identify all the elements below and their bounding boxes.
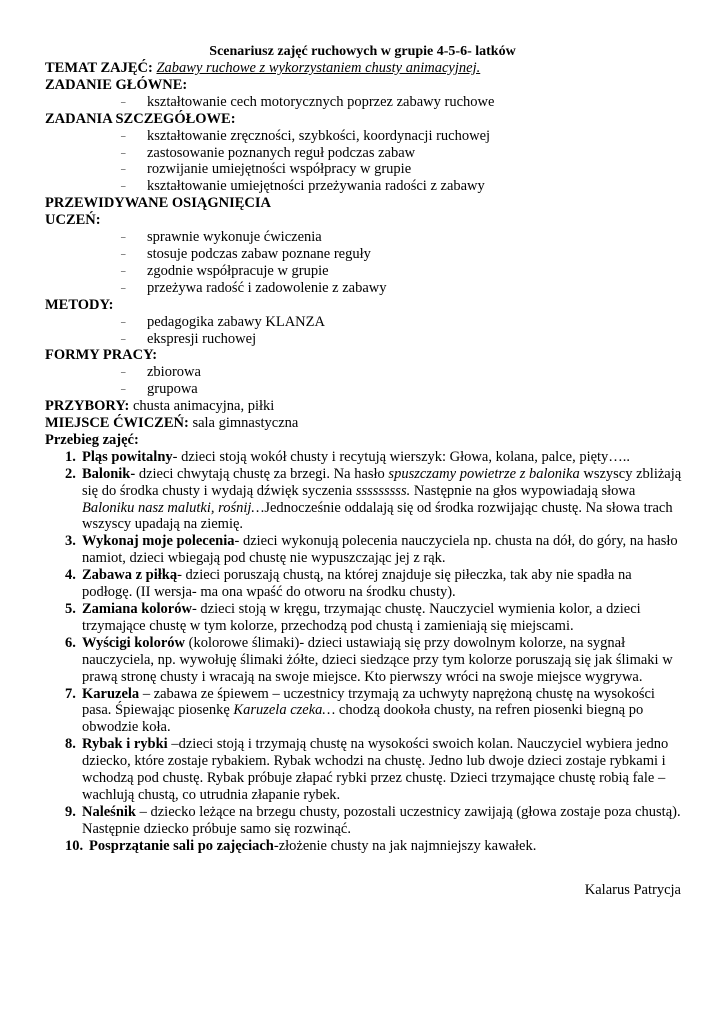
przybory-value: chusta animacyjna, piłki	[129, 398, 275, 415]
step-title: Zabawa z piłką	[82, 567, 178, 584]
list-item: – kształtowanie umiejętności przeżywania radości z zabawy	[45, 178, 685, 195]
miejsce-value: sala gimnastyczna	[188, 415, 299, 432]
step-text-italic: Baloniku nasz malutki, rośnij…	[82, 499, 265, 516]
przybory-label: PRZYBORY:	[45, 398, 130, 415]
uczen-heading: UCZEŃ:	[45, 212, 101, 229]
metody-heading: METODY:	[45, 296, 114, 313]
list-item: – zgodnie współpracuje w grupie	[45, 263, 685, 280]
step-text: chodzą dookoła chusty, na refren piosenki biegną po obwodzie koła.	[82, 702, 644, 736]
step-text: - dzieci stoją w kręgu, trzymając chustę. Nauczyciel wymienia kolor, a dzieci trzymające chustę w tym kolorze, przechodzą pod chustą i zamieniają się miejscami.	[82, 601, 641, 634]
step-title: Wykonaj moje polecenia	[82, 533, 235, 550]
list-item	[45, 686, 685, 737]
zadanie-glowne-heading: ZADANIE GŁÓWNE:	[45, 76, 188, 93]
list-item: – rozwijanie umiejętności współpracy w grupie	[45, 161, 685, 178]
step-text: - dzieci stoją wokół chusty i recytują wierszyk: Głowa, kolana, palce, pięty…..	[172, 448, 631, 465]
miejsce-line	[45, 415, 685, 432]
list-item: – kształtowanie cech motorycznych poprzez zabawy ruchowe	[45, 94, 685, 111]
zadania-szczegolowe-heading: ZADANIA SZCZEGÓŁOWE:	[45, 110, 236, 127]
miejsce-label: MIEJSCE ĆWICZEŃ:	[45, 415, 189, 432]
osiagniecia-heading: PRZEWIDYWANE OSIĄGNIĘCIA	[45, 195, 271, 212]
przebieg-heading: Przebieg zajęć:	[45, 431, 139, 448]
zadanie-glowne-list	[45, 94, 685, 111]
document-title: Scenariusz zajęć ruchowych w grupie 4-5-6- latków	[209, 44, 516, 59]
document-body	[45, 60, 685, 855]
step-number: 7.	[65, 685, 76, 702]
step-title: Naleśnik	[82, 803, 136, 820]
step-text: (kolorowe ślimaki)- dzieci ustawiają się przy dowolnym kolorze, na sygnał nauczyciela, np. wywołuję ślimaki żółte, dzieci siedzące przy tym kolorze poruszają się jak ślimaki w prawą stronę chusty i wracają na swoje miejsce. Kto pierwszy wróci na swoje miejsce wygrywa.	[82, 634, 673, 685]
step-number: 2.	[65, 465, 76, 482]
step-text-italic: Karuzela czeka…	[233, 702, 336, 719]
step-title: Zamiana kolorów	[82, 601, 192, 617]
formy-heading: FORMY PRACY:	[45, 347, 158, 364]
step-title: Rybak i rybki	[82, 736, 168, 753]
step-text: Następnie na głos wypowiadają słowa	[410, 482, 636, 499]
step-title: Wyścigi kolorów	[82, 634, 185, 651]
step-title: Posprzątanie sali po zajęciach	[89, 837, 274, 854]
step-number: 9.	[65, 803, 76, 820]
przybory-line	[45, 398, 685, 415]
step-text: – dziecko leżące na brzegu chusty, pozostali uczestnicy zawijają (głowa zostaje poza chustą). Następnie dziecko próbuje samo się rozwinąć.	[82, 803, 681, 837]
temat-line	[45, 60, 685, 77]
temat-value: Zabawy ruchowe z wykorzystaniem chusty animacyjnej.	[156, 60, 481, 76]
step-text-italic: sssssssss.	[355, 482, 411, 499]
list-item: – pedagogika zabawy KLANZA	[45, 314, 685, 331]
formy-list	[45, 364, 685, 398]
list-item: – kształtowanie zręczności, szybkości, koordynacji ruchowej	[45, 128, 685, 145]
list-item: – grupowa	[45, 381, 685, 398]
list-item: – stosuje podczas zabaw poznane reguły	[45, 246, 685, 263]
temat-label: TEMAT ZAJĘĆ:	[45, 60, 153, 76]
steps-list	[45, 449, 685, 855]
step-number: 3.	[65, 533, 76, 550]
list-item	[45, 736, 685, 804]
step-number: 8.	[65, 736, 76, 753]
list-item	[45, 533, 685, 567]
step-title: Karuzela	[82, 685, 140, 702]
list-item: – sprawnie wykonuje ćwiczenia	[45, 229, 685, 246]
step-text: Jednocześnie oddalają się od środka rozwijając chustę. Na słowa trach wszyscy upadają na ziemię.	[82, 499, 673, 533]
zadania-szczegolowe-list	[45, 128, 685, 196]
step-text: -złożenie chusty na jak najmniejszy kawałek.	[273, 837, 537, 854]
metody-list	[45, 314, 685, 348]
step-title: Pląs powitalny	[82, 448, 173, 465]
step-number: 1.	[65, 448, 76, 465]
step-title: Balonik-	[82, 465, 136, 482]
list-item: – przeżywa radość i zadowolenie z zabawy	[45, 280, 685, 297]
list-item	[45, 567, 685, 601]
step-number: 5.	[65, 601, 76, 617]
step-number: 10.	[65, 837, 84, 854]
list-item: – ekspresji ruchowej	[45, 331, 685, 348]
list-item: – zastosowanie poznanych reguł podczas zabaw	[45, 145, 685, 162]
step-text: - dzieci poruszają chustą, na której znajduje się piłeczka, tak aby nie spadła na podłogę. (II wersja- ma ona wpaść do otworu na środku chusty).	[82, 567, 632, 601]
list-item	[45, 466, 685, 534]
step-text: - dzieci wykonują polecenia nauczyciela np. chusta na dół, do góry, na hasło namiot, dzieci wbiegają pod chustę nie wypuszczając jej z rąk.	[82, 533, 678, 567]
step-text: dzieci chwytają chustę za brzegi. Na hasło	[135, 465, 389, 482]
step-text: wszyscy zbliżają się do środka chusty i wydają dźwięk syczenia	[82, 465, 682, 499]
list-item: – zbiorowa	[45, 364, 685, 381]
step-number: 6.	[65, 634, 76, 651]
author-signature: Kalarus Patrycja	[584, 882, 681, 898]
list-item	[45, 601, 685, 635]
list-item	[45, 804, 685, 838]
list-item	[45, 635, 685, 686]
step-text: –dzieci stoją i trzymają chustę na wysokości swoich kolan. Nauczyciel wybiera jedno dziecko, które zostaje rybakiem. Rybak wchodzi na chustę. Jedno lub dwoje dzieci zostaje rybkami i wchodzą pod chustę. Rybak próbuje złapać rybki przez chustę. Dzieci trzymające chustę robią fale – wachlują chustą, co utrudnia złapanie rybek.	[82, 736, 669, 803]
step-text-italic: spuszczamy powietrze z balonika	[388, 465, 580, 482]
list-item	[45, 449, 685, 466]
osiagniecia-list	[45, 229, 685, 297]
step-number: 4.	[65, 567, 76, 584]
step-text: – zabawa ze śpiewem – uczestnicy trzymają za uchwyty naprężoną chustę na wysokości pasa. Śpiewając piosenkę	[82, 685, 655, 719]
list-item	[45, 838, 685, 855]
